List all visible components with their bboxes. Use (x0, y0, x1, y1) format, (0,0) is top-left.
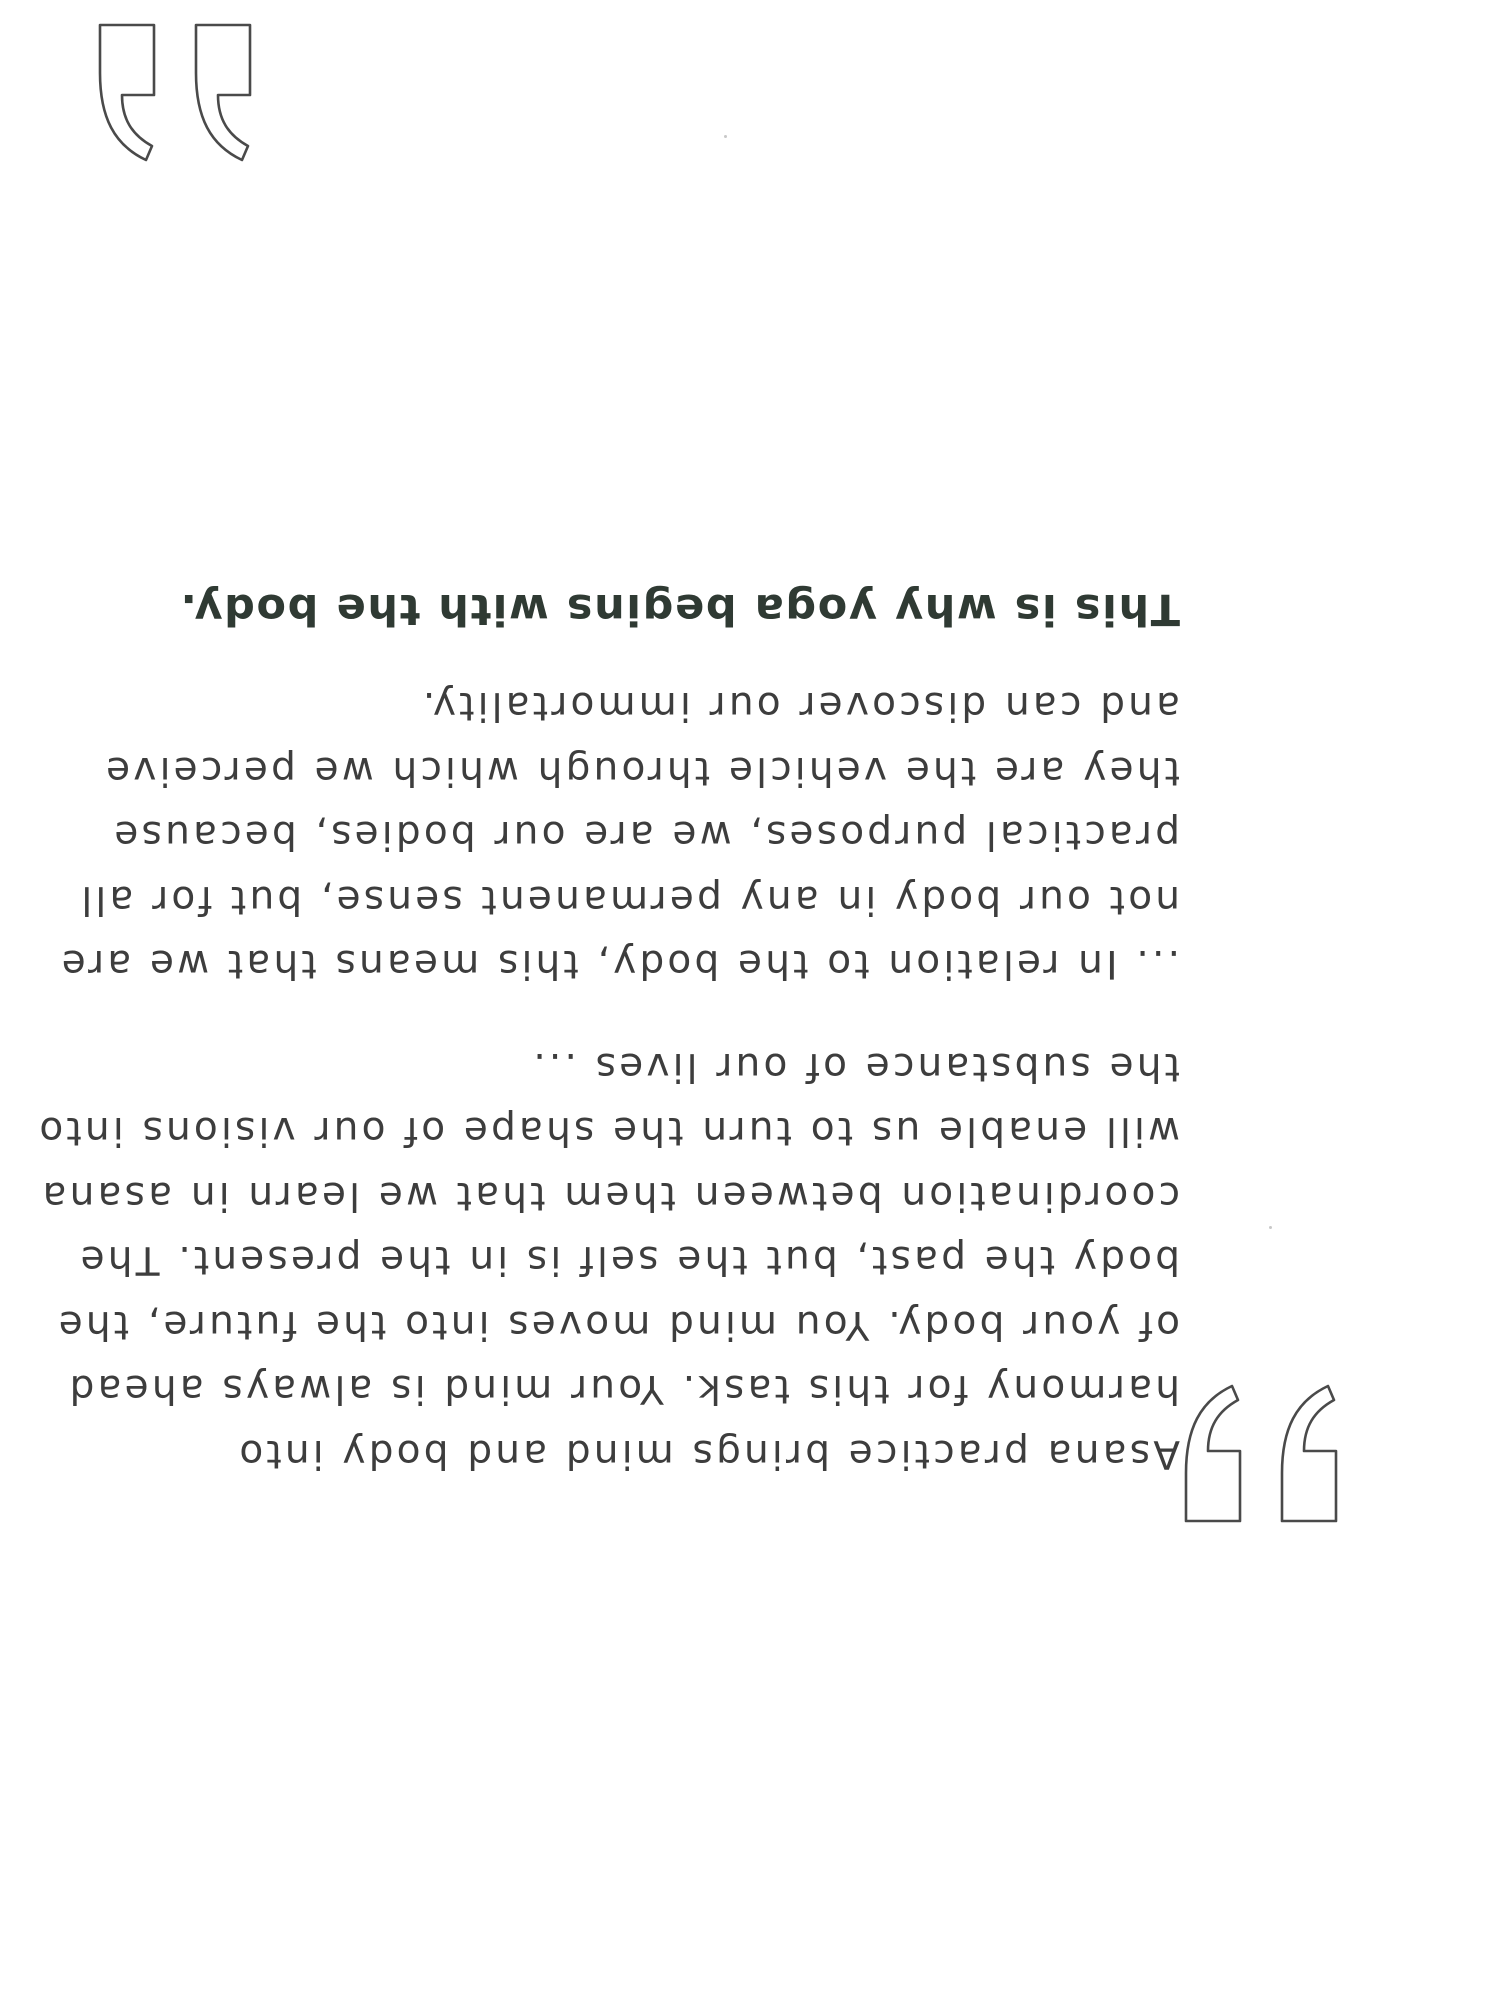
text-line: practical purposes, we are our bodies, because (111, 812, 1180, 858)
conclusion-heading: This is why yoga begins with the body. (178, 584, 1180, 634)
close-double-quote-outline-icon (92, 21, 268, 164)
text-line: and can discover our immortality. (419, 683, 1180, 729)
text-line: harmony for this task. Your mind is always ahead (66, 1366, 1180, 1412)
scan-speck (724, 135, 727, 138)
quote-text-block (36, 536, 1180, 1485)
open-double-quote-outline-icon (1168, 1382, 1344, 1525)
text-line: ... In relation to the body, this means that we are (58, 941, 1180, 987)
text-line: will enable us to turn the shape of our visions into (36, 1108, 1180, 1154)
quote-paragraph-2 (58, 673, 1180, 996)
text-line: body the past, but the self is in the present. The (77, 1237, 1180, 1283)
text-line: they are the vehicle through which we perceive (102, 748, 1180, 793)
text-line: of your body. You mind moves into the future, the (55, 1302, 1180, 1347)
scan-speck (1269, 1226, 1272, 1229)
text-line: Asana practice brings mind and body into (236, 1431, 1180, 1476)
text-line: the substance of our lives ... (530, 1044, 1180, 1089)
text-line: coordination between them that we learn in asana (39, 1173, 1180, 1218)
quote-paragraph-1 (36, 1034, 1180, 1486)
text-line: not our body in any permanent sense, but for all (78, 877, 1180, 922)
